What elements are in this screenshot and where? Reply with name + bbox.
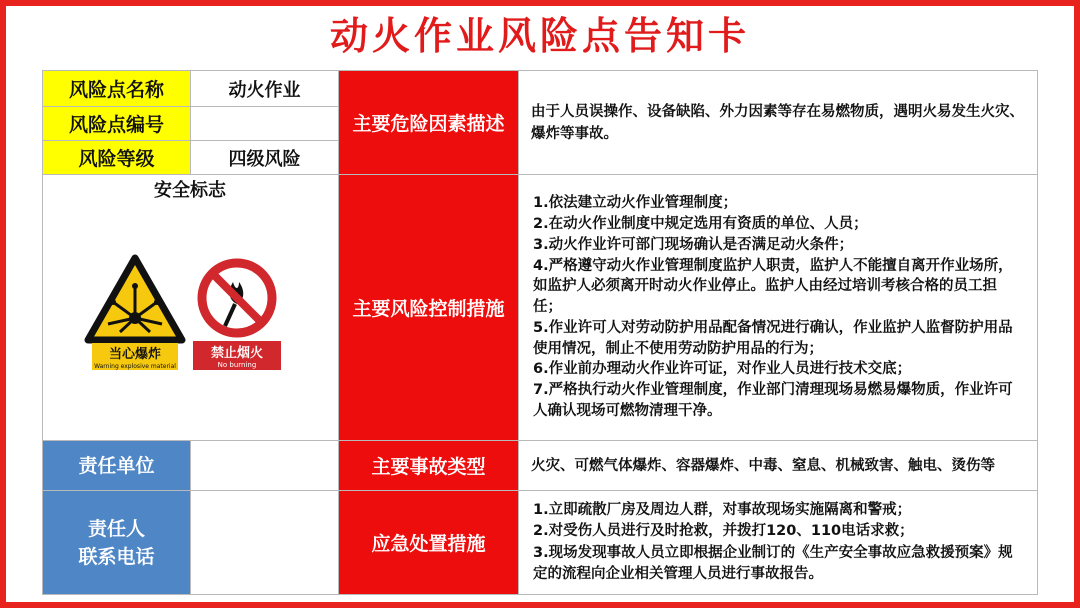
emergency-label: 应急处置措施 bbox=[338, 490, 519, 595]
controls-item: 2.在动火作业制度中规定选用有资质的单位、人员； bbox=[533, 215, 868, 232]
controls-list bbox=[518, 174, 1038, 441]
accident-types-text: 火灾、可燃气体爆炸、容器爆炸、中毒、窒息、机械致害、触电、烫伤等 bbox=[518, 440, 1038, 491]
no-fire-sign bbox=[189, 252, 289, 372]
contact-label-phone: 联系电话 bbox=[78, 545, 155, 568]
controls-item: 4.严格遵守动火作业管理制度监护人职责，监护人不能擅自离开作业场所，如监护人必须离开时动火作业停止。监护人由经过培训考核合格的员工担任； bbox=[533, 257, 1013, 316]
accident-types-label: 主要事故类型 bbox=[338, 440, 519, 491]
emergency-list bbox=[518, 490, 1038, 595]
emergency-item: 2.对受伤人员进行及时抢救，并拨打120、110电话求救； bbox=[533, 523, 914, 539]
emergency-item: 1.立即疏散厂房及周边人群，对事故现场实施隔离和警戒； bbox=[533, 501, 912, 518]
risk-level-value: 四级风险 bbox=[190, 140, 339, 175]
no-fire-sign-subtext: No burning bbox=[217, 361, 257, 369]
controls-label: 主要风险控制措施 bbox=[338, 174, 519, 441]
emergency-item: 3.现场发现事故人员立即根据企业制订的《生产安全事故应急救援预案》规定的流程向企业相关管理人员进行事故报告。 bbox=[533, 544, 1013, 582]
card-title: 动火作业风险点告知卡 bbox=[329, 14, 750, 58]
contact-label bbox=[42, 490, 191, 595]
responsible-unit-value bbox=[190, 440, 339, 491]
risk-code-label: 风险点编号 bbox=[42, 106, 191, 141]
hazard-description: 由于人员误操作、设备缺陷、外力因素等存在易燃物质，遇明火易发生火灾、爆炸等事故。 bbox=[518, 70, 1038, 175]
risk-level-label: 风险等级 bbox=[42, 140, 191, 175]
hazard-label: 主要危险因素描述 bbox=[338, 70, 519, 175]
contact-value bbox=[190, 490, 339, 595]
contact-label-person: 责任人 bbox=[87, 517, 145, 540]
controls-item: 1.依法建立动火作业管理制度； bbox=[533, 195, 738, 212]
no-fire-sign-text: 禁止烟火 bbox=[210, 346, 264, 361]
safety-sign-label: 安全标志 bbox=[154, 180, 226, 201]
controls-item: 7.严格执行动火作业管理制度，作业部门清理现场易燃易爆物质，作业许可人确认现场可燃物清理干净。 bbox=[533, 382, 1013, 420]
controls-item: 3.动火作业许可部门现场确认是否满足动火条件； bbox=[533, 236, 854, 253]
controls-item: 6.作业前办理动火作业许可证，对作业人员进行技术交底； bbox=[533, 361, 912, 378]
risk-name-value: 动火作业 bbox=[190, 70, 339, 107]
explosion-sign-text: 当心爆炸 bbox=[108, 347, 162, 362]
risk-code-value bbox=[190, 106, 339, 141]
explosion-warning-sign bbox=[80, 252, 190, 372]
responsible-unit-label: 责任单位 bbox=[42, 440, 191, 491]
risk-name-label: 风险点名称 bbox=[42, 70, 191, 107]
controls-item: 5.作业许可人对劳动防护用品配备情况进行确认，作业监护人监督防护用品使用情况，制止不使用劳动防护用品的行为； bbox=[533, 319, 1013, 357]
explosion-sign-subtext: Warning explosive material bbox=[94, 363, 176, 370]
